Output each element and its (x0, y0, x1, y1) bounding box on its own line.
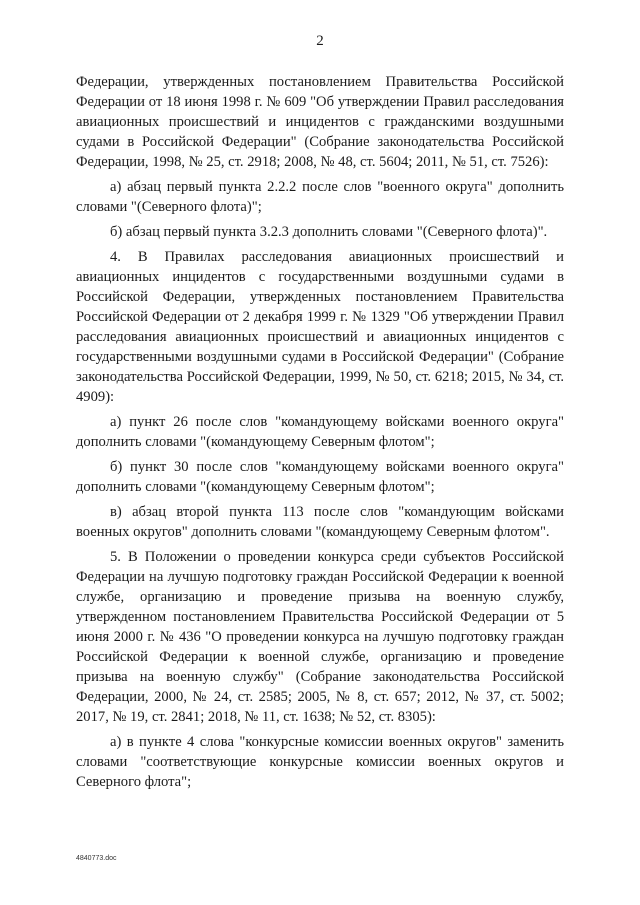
document-body (76, 72, 564, 797)
paragraph-continuation: Федерации, утвержденных постановлением Правительства Российской Федерации от 18 июня 1998 г. № 609 "Об утверждении Правил расследования авиационных происшествий и инцидентов с гражданскими воздушными судами в Российской Федерации" (Собрание законодательства Российской Федерации, 1998, № 25, ст. 2918; 2008, № 48, ст. 5604; 2011, № 51, ст. 7526): (76, 74, 564, 170)
page-number: 2 (316, 33, 324, 49)
document-filename: 4840773.doc (76, 855, 117, 862)
paragraph-subitem-a: а) пункт 26 после слов "командующему войсками военного округа" дополнить словами "(командующему Северным флотом"; (76, 414, 564, 450)
paragraph-subitem-v: в) абзац второй пункта 113 после слов "командующим войсками военных округов" дополнить словами "(командующему Северным флотом". (76, 504, 564, 540)
paragraph-subitem-b: б) пункт 30 после слов "командующему войсками военного округа" дополнить словами "(командующему Северным флотом"; (76, 459, 564, 495)
paragraph-subitem-a: а) в пункте 4 слова "конкурсные комиссии военных округов" заменить словами "соответствующие конкурсные комиссии военных округов и Северного флота"; (76, 734, 564, 790)
paragraph-subitem-b: б) абзац первый пункта 3.2.3 дополнить словами "(Северного флота)". (110, 224, 548, 240)
paragraph-item-4: 4. В Правилах расследования авиационных происшествий и авиационных инцидентов с государственными воздушными судами в Российской Федерации, утвержденных постановлением Правительства Российской Федерации от 2 декабря 1999 г. № 1329 "Об утверждении Правил расследования авиационных происшествий и авиационных инцидентов с государственными воздушными судами в Российской Федерации" (Собрание законодательства Российской Федерации, 1999, № 50, ст. 6218; 2015, № 34, ст. 4909): (76, 249, 564, 405)
paragraph-subitem-a: а) абзац первый пункта 2.2.2 после слов "военного округа" дополнить словами "(Северного флота)"; (76, 179, 564, 215)
paragraph-item-5: 5. В Положении о проведении конкурса среди субъектов Российской Федерации на лучшую подготовку граждан Российской Федерации к военной службе, организацию и проведение призыва на военную службу, утвержденном постановлением Правительства Российской Федерации от 5 июня 2000 г. № 436 "О проведении конкурса на лучшую подготовку граждан Российской Федерации к военной службе, организацию и проведение призыва на военную службу" (Собрание законодательства Российской Федерации, 2000, № 24, ст. 2585; 2005, № 8, ст. 657; 2012, № 37, ст. 5002; 2017, № 19, ст. 2841; 2018, № 11, ст. 1638; № 52, ст. 8305): (76, 549, 564, 725)
